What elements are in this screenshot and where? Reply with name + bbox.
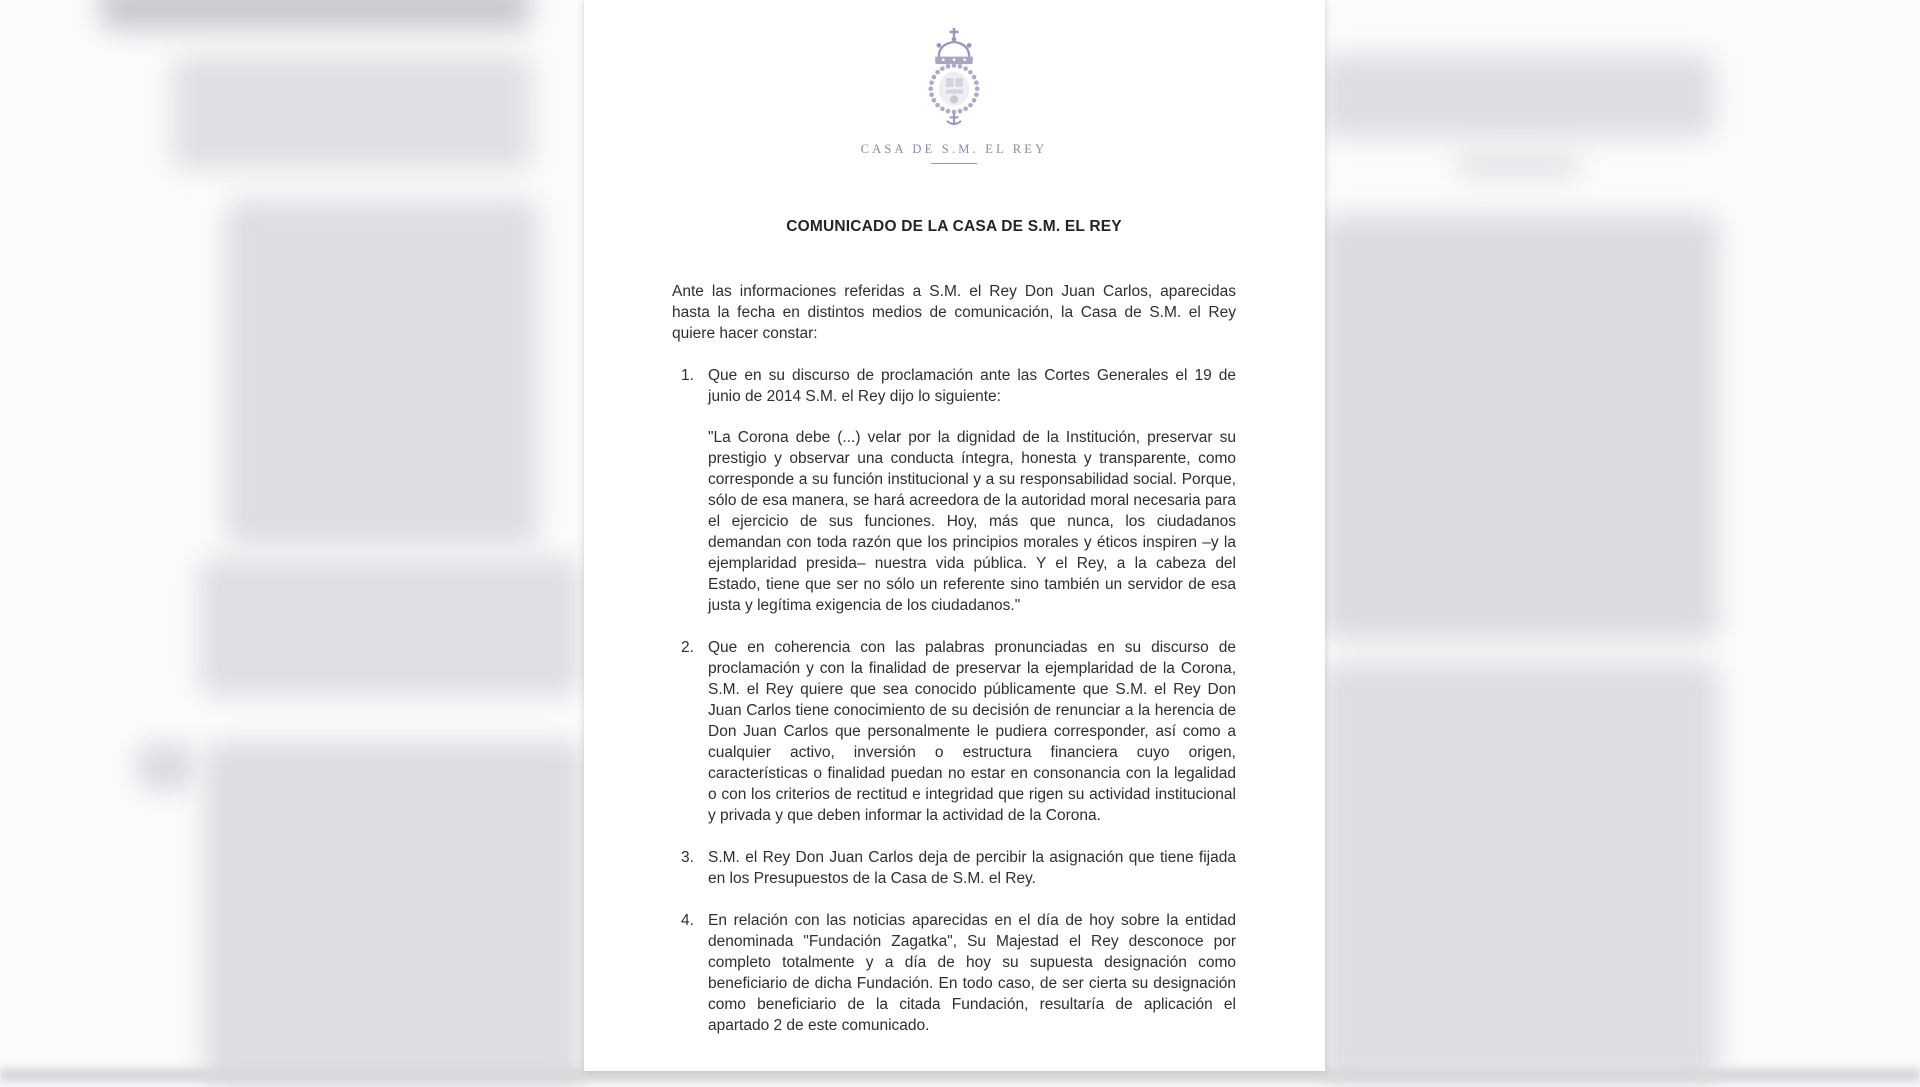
intro-paragraph: Ante las informaciones referidas a S.M. el Rey Don Juan Carlos, aparecidas hasta la fecha en distintos medios de comunicación, la Casa de S.M. el Rey quiere hacer constar: xyxy=(672,283,1236,342)
organization-name: CASA DE S.M. EL REY xyxy=(860,142,1048,156)
list-item-3 xyxy=(681,847,1236,889)
list-item-4 xyxy=(681,910,1236,1036)
royal-crest-icon xyxy=(672,28,1236,128)
background-blur-shape xyxy=(138,744,194,790)
background-blur-shape xyxy=(1322,55,1714,137)
document-page xyxy=(584,0,1325,1071)
background-blur-shape xyxy=(1322,662,1718,1082)
brand-divider xyxy=(931,163,977,164)
numbered-list xyxy=(672,365,1236,1036)
list-item-1 xyxy=(681,365,1236,616)
quoted-speech-paragraph: "La Corona debe (...) velar por la dignidad de la Institución, preservar su prestigio y observar una conducta íntegra, honesta y transparente, como corresponde a su función institucional y a su responsabilidad social. Porque, sólo de esa manera, se hará acreedora de la autoridad moral necesaria para el ejercicio de sus funciones. Hoy, más que nunca, los ciudadanos demandan con toda razón que los principios morales y éticos inspiren –y la ejemplaridad presida– nuestra vida pública. Y el Rey, a la cabeza del Estado, tiene que ser no sólo un referente sino también un servidor de esa justa y legítima exigencia de los ciudadanos." xyxy=(708,429,1236,614)
background-blur-shape xyxy=(100,0,530,30)
background-blur-shape xyxy=(1322,215,1718,640)
list-item-number: 1. xyxy=(681,367,694,384)
list-item-number: 3. xyxy=(681,849,694,866)
list-item-number: 4. xyxy=(681,912,694,929)
background-blur-shape xyxy=(205,742,583,1087)
background-blur-shape xyxy=(200,558,580,696)
list-item-number: 2. xyxy=(681,639,694,656)
list-item-text: Que en su discurso de proclamación ante las Cortes Generales el 19 de junio de 2014 S.M. el Rey dijo lo siguiente: xyxy=(708,367,1236,405)
list-item-text: S.M. el Rey Don Juan Carlos deja de percibir la asignación que tiene fijada en los Presupuestos de la Casa de S.M. el Rey. xyxy=(708,849,1236,887)
background-blur-shape xyxy=(172,55,532,170)
document-title: COMUNICADO DE LA CASA DE S.M. EL REY xyxy=(786,218,1122,235)
list-item-2 xyxy=(681,637,1236,826)
background-blur-shape xyxy=(1455,150,1580,178)
background-blur-shape xyxy=(226,200,538,545)
list-item-text: En relación con las noticias aparecidas en el día de hoy sobre la entidad denominada "Fundación Zagatka", Su Majestad el Rey desconoce por completo totalmente y a día de hoy su supuesta designación como beneficiario de dicha Fundación. En todo caso, de ser cierta su designación como beneficiario de la citada Fundación, resultaría de aplicación el apartado 2 de este comunicado. xyxy=(708,912,1236,1034)
list-item-text: Que en coherencia con las palabras pronunciadas en su discurso de proclamación y con la finalidad de preservar la ejemplaridad de la Corona, S.M. el Rey quiere que sea conocido públicamente que S.M. el Rey Don Juan Carlos tiene conocimiento de su decisión de renunciar a la herencia de Don Juan Carlos que personalmente le pudiera corresponder, así como a cualquier activo, inversión o estructura financiera cuyo origen, características o finalidad puedan no estar en consonancia con la legalidad o con los criterios de rectitud e integridad que rigen su actividad institucional y privada y que deben informar la actividad de la Corona. xyxy=(708,639,1236,824)
